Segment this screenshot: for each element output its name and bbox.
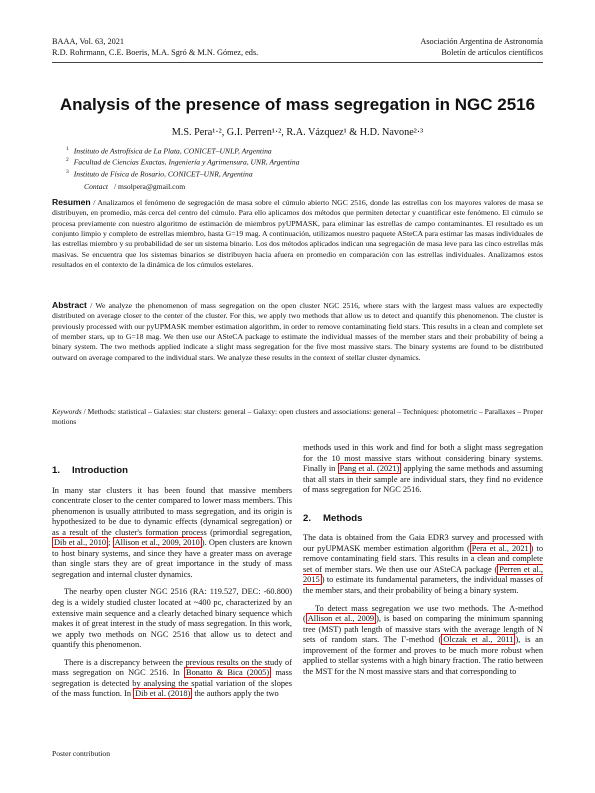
affiliation-number: 1 [66,146,69,152]
affiliation-text: Instituto de Física de Rosario, CONICET–UNR, Argentina [73,169,253,179]
citation-link[interactable]: Allison et al., 2009 [307,614,375,624]
paragraph-text: There is a discrepancy between the previous results on the study of mass segregation on NGC 2516. In [52,657,292,678]
paragraph-text: ) to estimate its fundamental parameters, the individual masses of the member stars, and their probability of being a binary system. [303,575,543,596]
section-heading-introduction [52,466,292,477]
citation-separator: ; [108,538,111,548]
journal-volume: BAAA, Vol. 63, 2021 [52,37,125,46]
abstract-label: Abstract [52,300,87,310]
bulletin-name: Boletín de artículos científicos [441,47,543,57]
paragraph-text: methods used in this work and find for both a slight mass segregation for the 10 most massive stars without considering binary systems. Finally in [303,443,543,474]
affiliation-3 [66,168,300,179]
citation-link[interactable]: Perren et al., 2015 [303,564,543,585]
paragraph-text: mass segregation is detected by analysing the spatial variation of the slopes of the mass function. In [52,668,292,699]
section-heading-methods [303,514,543,525]
intro-paragraph-3 [52,658,292,700]
paragraph-text: the authors apply the two [194,689,279,699]
resumen-block [52,197,543,270]
affiliation-1 [66,145,300,156]
contact-label: Contact [84,182,109,191]
paragraph-text: In many star clusters it has been found that massive members concentrate closer to the center compared to lower mass members. This phenomenon is usually attributed to mass segregation, and its origin is hypothesized to be due to dynamic effects (dynamical segregation) or as a result of the cluster's formation process (primordial segregation, [52,485,292,537]
journal-header-left [52,37,258,58]
citation-link[interactable]: Bonatto & Bica (2005) [186,668,270,678]
intro-paragraph-1 [52,486,292,581]
paragraph-text: ). Open clusters are known to host binary systems, and since they have a greater mass on average than single stars they are of great importance in the study of mass segregation and internal cluster dynamics. [52,538,293,579]
right-column [303,443,543,684]
journal-header-right [420,37,543,58]
paragraph-text: To detect mass segregation we use two methods. The Λ-method ( [303,603,543,624]
section-number: 2. [303,512,312,524]
contact-email[interactable]: / msolpera@gmail.com [114,182,186,191]
methods-paragraph-2 [303,604,543,678]
contact-line [84,182,185,191]
intro-paragraph-2: The nearby open cluster NGC 2516 (RA: 119.527, DEC: -60.800) deg is a widely studied cluster located at ~400 pc, characterized by an extensive main sequence and a clearly detached binary sequence which makes it of great interest in the study of mass segregation. In this work, we apply two methods on NGC 2516 that allow us to detect and quantify this phenomenon. [52,587,292,650]
affiliation-number: 3 [66,168,69,175]
citation-link[interactable]: Allison et al., 2009, 2010 [114,538,200,548]
paragraph-text: ), is based on comparing the minimum spanning tree (MST) path length of massive stars with the average length of N sets of random stars. The Γ-method ( [303,614,543,645]
section-number: 1. [52,465,61,476]
paper-title: Analysis of the presence of mass segregation in NGC 2516 [59,95,536,114]
section-title: Methods [323,512,363,524]
methods-paragraph-1 [303,533,543,596]
affiliations [66,145,300,179]
author-list: M.S. Pera¹·², G.I. Perren¹·², R.A. Vázquez¹ & H.D. Navone²·³ [171,127,424,138]
abstract-text: / We analyze the phenomenon of mass segregation on the open cluster NGC 2516, where stars with the largest mass values are expectedly distributed on average closer to the center of the cluster. For this, we apply two methods that allow us to detect and quantify this phenomenon. The cluster is previously processed with our pyUPMASK member estimation algorithm, in order to remove contaminating field stars. This results in a clean and complete set of member stars, up to G=18 mag. We then use our ASteCA package to estimate the individual masses of the member stars and their probability of being a binary system. The two methods applied indicate a slight mass segregation for the five most massive stars. The binary systems are found to be distributed outward on average compared to the individual stars. We analyze these results in the context of stellar cluster dynamics. [52,301,543,362]
paragraph-text: ) to remove contaminating field stars. This results in a clean and complete set of member stars. We then use our ASteCA package ( [303,543,543,574]
affiliation-2 [66,156,300,167]
resumen-label: Resumen [52,197,91,207]
editors-line: R.D. Rohrmann, C.E. Boeris, M.A. Sgró & M.N. Gómez, eds. [52,47,259,57]
left-column [52,466,292,707]
keywords-text: / Methods: statistical – Galaxies: star clusters: general – Galaxy: open clusters and associations: general – Techniques: photometric – Parallaxes – Proper motions [52,407,544,427]
association-name: Asociación Argentina de Astronomía [420,37,543,46]
paragraph-text: applying the same methods and assuming that all stars in their sample are individual stars, they find no evidence of mass segregation for NGC 2516. [303,464,543,495]
keywords-label: Keywords [52,407,82,416]
citation-link[interactable]: Olczak et al., 2011 [443,635,514,645]
resumen-text: / Analizamos el fenómeno de segregación de masa sobre el cúmulo abierto NGC 2516, donde las estrellas con los mayores valores de masa se distribuyen, en promedio, más cerca del centro del cúmulo. Para ello aplicamos dos métodos que permiten detectar y cuantificar este fenómeno. El cúmulo se procesa previamente con nuestro algoritmo de estimación de miembros pyUPMASK, para eliminar las estrellas de campo contaminantes. El resultado es un conjunto limpio y completo de estrellas miembro, hasta G=19 mag. A continuación, utilizamos nuestro paquete ASteCA para estimar las masas individuales de las estrellas miembro y su probabilidad de ser un sistema binario. Los dos métodos aplicados indican una segregación de masa leve para las cinco estrellas más masivas. Se encuentra que los sistemas binarios se distribuyen hacia afuera en promedio en comparación con las estrellas individuales. Analizamos estos resultados en el contexto de la dinámica de los cúmulos estelares. [52,198,543,270]
paragraph-text: The data is obtained from the Gaia EDR3 survey and processed with our pyUPMASK member estimation algorithm ( [303,533,543,553]
citation-link[interactable]: Pang et al. (2021) [339,464,400,474]
header-rule [52,62,543,63]
paragraph-text: ), is an improvement of the former and proves to be much more robust when applied to stellar systems with a high binary fraction. The ratio between the MST for the N most massive stars and that corresponding to [303,635,543,676]
affiliation-text: Facultad de Ciencias Exactas, Ingeniería y Agrimensura, UNR, Argentina [73,157,300,167]
citation-link[interactable]: Dib et al., 2010 [54,538,107,548]
page-footer: Poster contribution [52,749,111,758]
affiliation-number: 2 [66,157,69,164]
intro-continuation [303,443,543,496]
abstract-block [52,300,543,363]
keywords-block [52,407,543,428]
citation-link[interactable]: Dib et al. (2018) [135,689,191,699]
section-title: Introduction [72,465,128,476]
citation-link[interactable]: Pera et al., 2021 [471,543,529,553]
affiliation-text: Instituto de Astrofísica de La Plata, CONICET–UNLP, Argentina [73,146,272,156]
